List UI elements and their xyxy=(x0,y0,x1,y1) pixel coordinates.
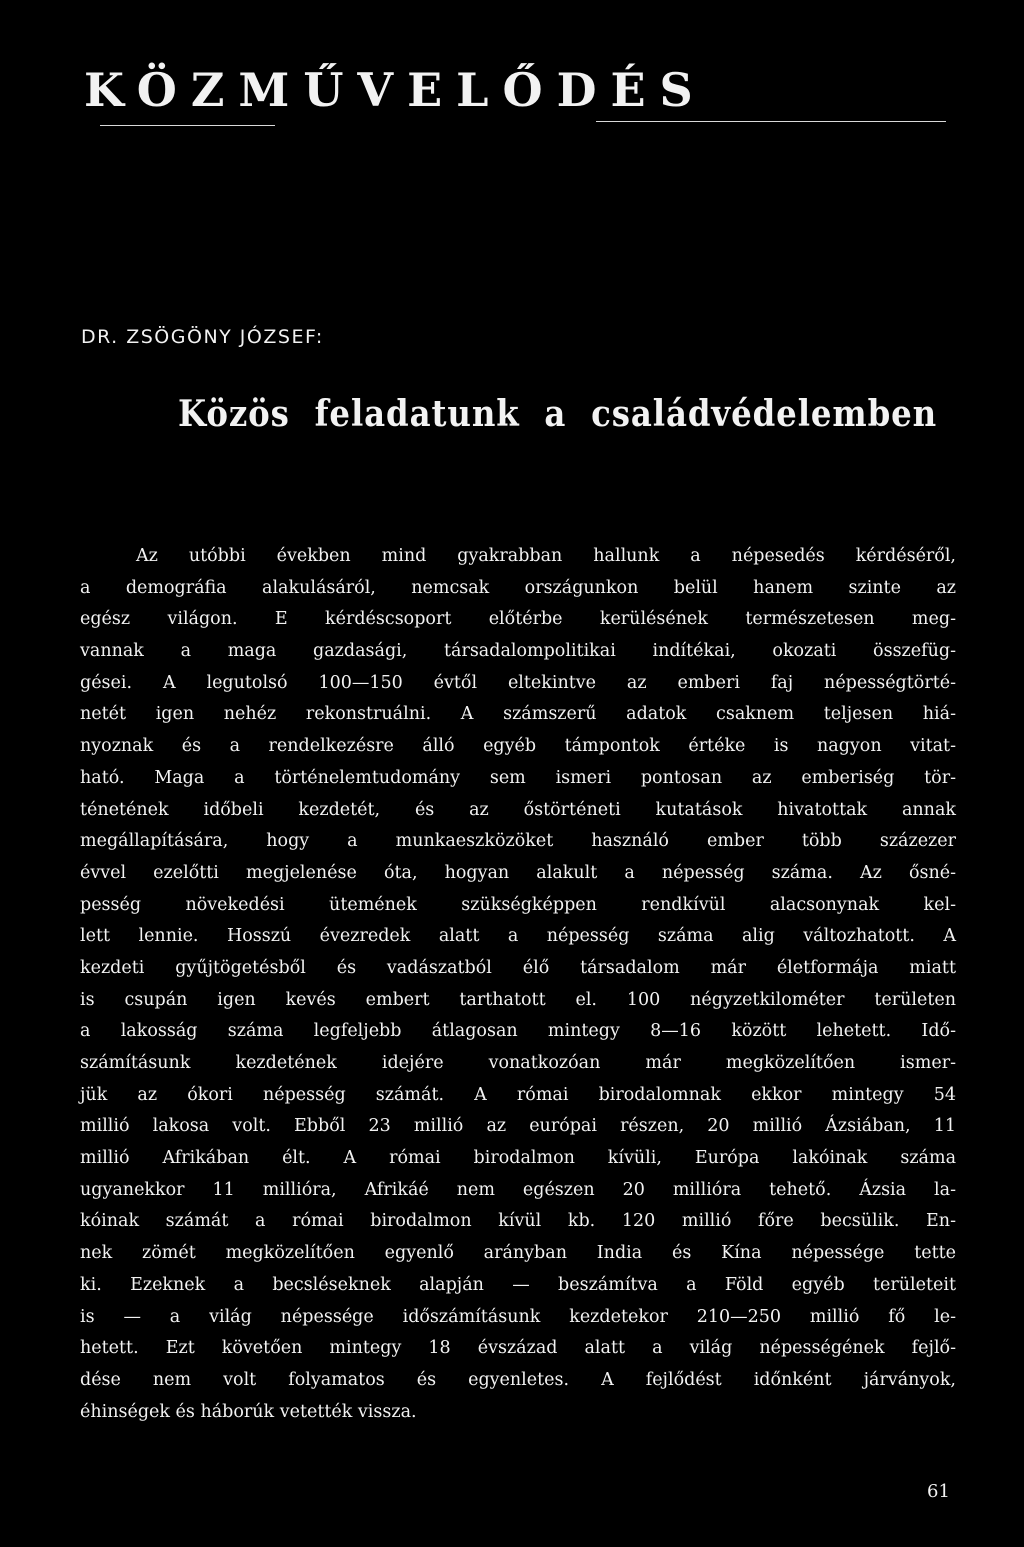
body-line: számításunk kezdetének idejére vonatkozóan már megközelítően ismer- xyxy=(80,1053,956,1073)
body-line: megállapítására, hogy a munkaeszközöket használó ember több százezer xyxy=(80,831,956,852)
body-line: kezdeti gyűjtögetésből és vadászatból élő társadalom már életformája miatt xyxy=(80,957,956,978)
article-body xyxy=(80,541,956,1428)
article-author: DR. ZSÖGÖNY JÓZSEF: xyxy=(81,326,324,348)
body-line: ki. Ezeknek a becsléseknek alapján — beszámítva a Föld egyéb területeit xyxy=(80,1274,956,1295)
article-title: Közös feladatunk a családvédelemben xyxy=(178,393,938,435)
body-line: Az utóbbi években mind gyakrabban hallunk a népesedés kérdéséről, xyxy=(136,546,956,566)
section-header: KÖZMŰVELŐDÉS xyxy=(84,63,707,117)
body-line: ténetének időbeli kezdetét, és az őstörténeti kutatások hivatottak annak xyxy=(80,799,956,820)
body-line: vannak a maga gazdasági, társadalompolitikai indítékai, okozati összefüg- xyxy=(80,641,956,662)
page-number: 61 xyxy=(927,1481,950,1502)
body-line: gései. A legutolsó 100—150 évtől eltekintve az emberi faj népességtörté- xyxy=(80,672,956,693)
body-line: lett lennie. Hosszú évezredek alatt a népesség száma alig változhatott. A xyxy=(80,926,956,947)
body-line: millió Afrikában élt. A római birodalmon kívüli, Európa lakóinak száma xyxy=(80,1148,956,1169)
body-line: millió lakosa volt. Ebből 23 millió az európai részen, 20 millió Ázsiában, 11 xyxy=(80,1116,956,1137)
body-line: évvel ezelőtti megjelenése óta, hogyan alakult a népesség száma. Az ősné- xyxy=(80,862,956,883)
body-line: jük az ókori népesség számát. A római birodalomnak ekkor mintegy 54 xyxy=(80,1084,956,1105)
body-line: éhinségek és háborúk vetették vissza. xyxy=(80,1401,417,1422)
header-rule-left xyxy=(100,125,275,126)
body-line: a lakosság száma legfeljebb átlagosan mintegy 8—16 között lehetett. Idő- xyxy=(80,1021,956,1042)
body-line: hetett. Ezt követően mintegy 18 évszázad alatt a világ népességének fejlő- xyxy=(80,1338,956,1359)
body-line: netét igen nehéz rekonstruálni. A számszerű adatok csaknem teljesen hiá- xyxy=(80,704,956,725)
body-line: is — a világ népessége időszámításunk kezdetekor 210—250 millió fő le- xyxy=(80,1306,956,1327)
body-line: pesség növekedési ütemének szükségképpen rendkívül alacsonynak kel- xyxy=(80,894,956,915)
body-line: dése nem volt folyamatos és egyenletes. A fejlődést időnként járványok, xyxy=(80,1369,956,1390)
body-line: nek zömét megközelítően egyenlő arányban India és Kína népessége tette xyxy=(80,1243,956,1264)
body-line: a demográfia alakulásáról, nemcsak országunkon belül hanem szinte az xyxy=(80,577,956,598)
body-line: ható. Maga a történelemtudomány sem ismeri pontosan az emberiség tör- xyxy=(80,767,956,788)
body-line: nyoznak és a rendelkezésre álló egyéb támpontok értéke is nagyon vitat- xyxy=(80,736,956,757)
body-line: is csupán igen kevés embert tarthatott el. 100 négyzetkilométer területen xyxy=(80,989,956,1010)
body-line: ugyanekkor 11 millióra, Afrikáé nem egészen 20 millióra tehető. Ázsia la- xyxy=(80,1179,956,1200)
body-line: kóinak számát a római birodalmon kívül kb. 120 millió főre becsülik. En- xyxy=(80,1211,956,1232)
header-rule-right xyxy=(596,121,946,122)
body-line: egész világon. E kérdéscsoport előtérbe kerülésének természetesen meg- xyxy=(80,609,956,630)
